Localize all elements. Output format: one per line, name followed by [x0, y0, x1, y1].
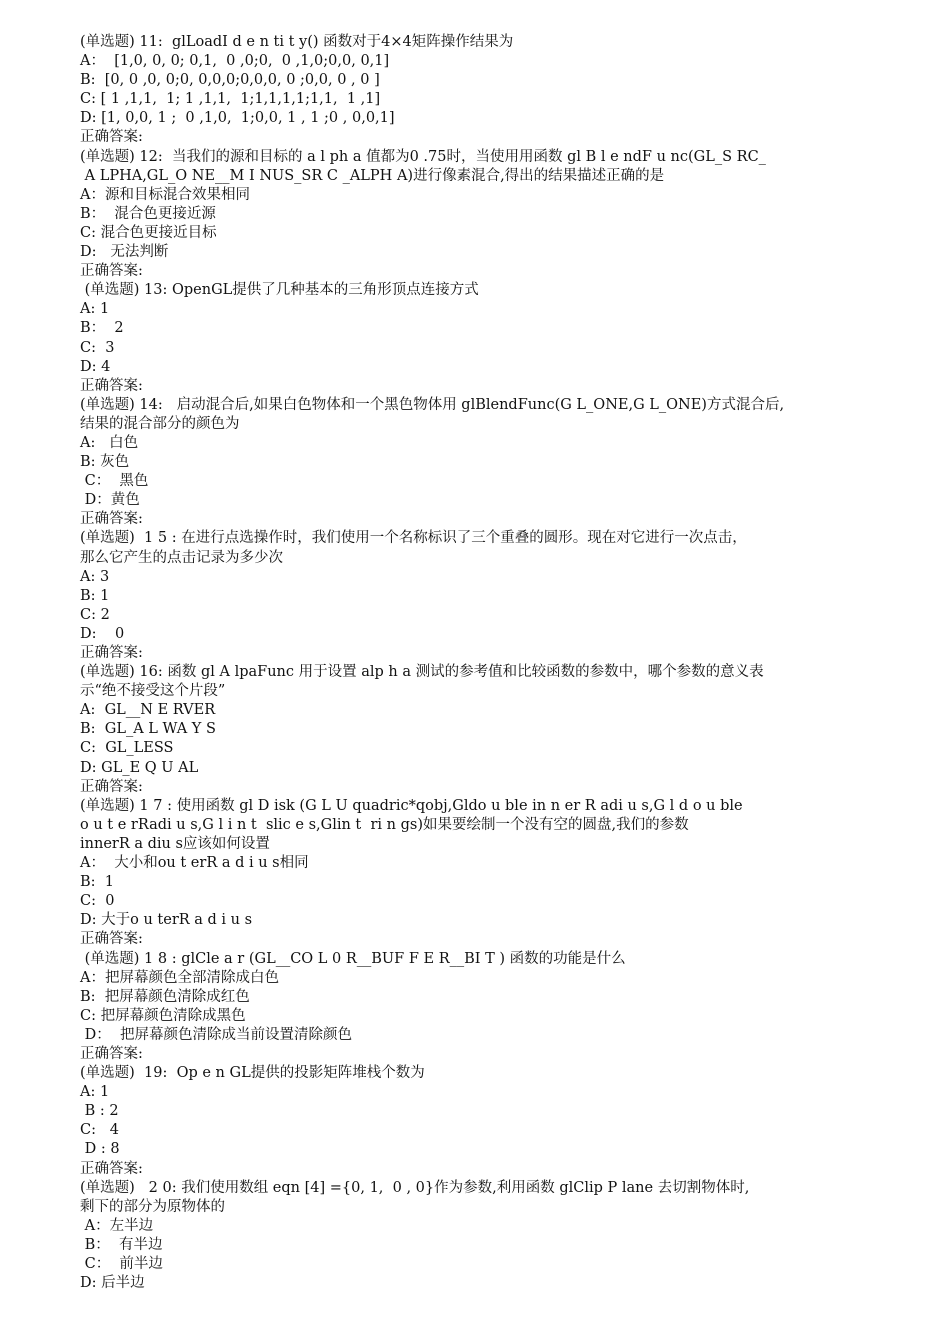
question-block	[80, 663, 880, 797]
answer-option: A： [1,0, 0, 0; 0,1, 0 ,0;0, 0 ,1,0;0,0, 0,1]	[80, 53, 390, 70]
question-stem-line: (单选题) 14: 启动混合后,如果白色物体和一个黑色物体用 glBlendFunc(G L_ONE,G L_ONE)方式混合后,	[80, 396, 785, 413]
answer-option: C: GL_LESS	[80, 740, 174, 757]
question-stem-line: (单选题) 1 8 : glCle a r (GL__CO L 0 R__BUF F E R__BI T ) 函数的功能是什么	[80, 950, 626, 967]
answer-option: A：源和目标混合效果相同	[80, 186, 250, 203]
answer-option: A: 1	[80, 1084, 110, 1101]
answer-option: A：把屏幕颜色全部清除成白色	[80, 969, 279, 986]
correct-answer-label: 正确答案:	[80, 1045, 143, 1062]
answer-option: D: 4	[80, 358, 111, 375]
answer-option: A：左半边	[80, 1217, 154, 1234]
answer-option: D： 把屏幕颜色清除成当前设置清除颜色	[80, 1026, 352, 1043]
answer-option: B : 2	[80, 1103, 119, 1120]
answer-option: D: 后半边	[80, 1275, 145, 1292]
question-block	[80, 148, 880, 282]
answer-option: C: 把屏幕颜色清除成黑色	[80, 1007, 246, 1024]
question-block	[80, 396, 880, 530]
answer-option: D : 8	[80, 1141, 120, 1158]
answer-option: D: 无法判断	[80, 244, 169, 261]
answer-option: C: 0	[80, 893, 115, 910]
question-block	[80, 797, 880, 950]
answer-option: B: 把屏幕颜色清除成红色	[80, 988, 250, 1005]
answer-option: C： 前半边	[80, 1256, 163, 1272]
question-stem-line: o u t e rRadi u s,G l i n t slic e s,Glin t ri n gs)如果要绘制一个没有空的圆盘,我们的参数	[80, 816, 689, 833]
question-stem-line: (单选题) 16: 函数 gl A lpaFunc 用于设置 alp h a 测试的参考值和比较函数的参数中，哪个参数的意义表	[80, 664, 764, 681]
answer-option: B： 混合色更接近源	[80, 205, 216, 222]
question-stem-line: (单选题) 11: glLoadI d e n ti t y() 函数对于4×4矩阵操作结果为	[80, 34, 514, 50]
answer-option: C: 混合色更接近目标	[80, 224, 217, 241]
question-stem-line: (单选题) 1 5 : 在进行点选操作时，我们使用一个名称标识了三个重叠的圆形。现在对它进行一次点击，	[80, 530, 747, 547]
correct-answer-label: 正确答案:	[80, 1160, 143, 1177]
answer-option: A: 白色	[80, 434, 139, 451]
correct-answer-label: 正确答案:	[80, 645, 143, 661]
question-stem-line: (单选题) 13: OpenGL提供了几种基本的三角形顶点连接方式	[80, 282, 479, 299]
question-stem-line: 那么它产生的点击记录为多少次	[80, 549, 283, 566]
answer-option: A: 1	[80, 301, 110, 318]
answer-option: B: GL_A L WA Y S	[80, 721, 216, 738]
question-block	[80, 529, 880, 663]
answer-option: D: 0	[80, 625, 125, 642]
question-stem-line: 示“绝不接受这个片段”	[80, 683, 226, 700]
question-stem-line: (单选题) 1 7 : 使用函数 gl D isk (G L U quadric*qobj,Gldo u ble in n er R adi u s,G l d o u ble	[80, 797, 743, 814]
question-stem-line: (单选题) 12: 当我们的源和目标的 a l ph a 值都为0 .75时，当使用用函数 gl B l e ndF u nc(GL_S RC_	[80, 148, 766, 165]
answer-option: D: [1, 0,0, 1 ; 0 ,1,0, 1;0,0, 1 , 1 ;0 , 0,0,1]	[80, 110, 395, 127]
correct-answer-label: 正确答案:	[80, 263, 143, 280]
correct-answer-label: 正确答案:	[80, 778, 143, 795]
answer-option: C: 3	[80, 339, 115, 356]
answer-option: C： 黑色	[80, 473, 149, 490]
answer-option: A： 大小和ou t erR a d i u s相同	[80, 855, 309, 872]
question-document	[80, 33, 880, 1293]
answer-option: B： 2	[80, 320, 124, 337]
answer-option: B: 灰色	[80, 454, 130, 471]
correct-answer-label: 正确答案:	[80, 931, 143, 948]
question-block	[80, 33, 880, 148]
answer-option: A: 3	[80, 568, 110, 585]
answer-option: B： 有半边	[80, 1236, 163, 1253]
question-block	[80, 281, 880, 396]
answer-option: B: 1	[80, 587, 110, 604]
question-stem-line: A LPHA,GL_O NE__M I NUS_SR C _ALPH A)进行像素混合,得出的结果描述正确的是	[80, 167, 665, 184]
correct-answer-label: 正确答案:	[80, 129, 143, 146]
question-block	[80, 950, 880, 1065]
question-block	[80, 1064, 880, 1179]
question-block	[80, 1179, 880, 1294]
answer-option: D: GL_E Q U AL	[80, 759, 199, 776]
correct-answer-label: 正确答案:	[80, 511, 143, 528]
answer-option: B: [0, 0 ,0, 0;0, 0,0,0;0,0,0, 0 ;0,0, 0 , 0 ]	[80, 72, 380, 89]
question-stem-line: innerR a diu s应该如何设置	[80, 835, 270, 852]
answer-option: C: 4	[80, 1122, 120, 1139]
question-stem-line: (单选题) 2 0: 我们使用数组 eqn [4] ={0, 1, 0 , 0}作为参数,利用函数 glClip P lane 去切割物体时,	[80, 1179, 750, 1196]
answer-option: D: 大于o u terR a d i u s	[80, 912, 253, 929]
answer-option: A: GL__N E RVER	[80, 702, 216, 719]
correct-answer-label: 正确答案:	[80, 377, 143, 394]
question-stem-line: (单选题) 19: Op e n GL提供的投影矩阵堆栈个数为	[80, 1065, 425, 1082]
question-stem-line: 剩下的部分为原物体的	[80, 1198, 225, 1215]
answer-option: C: [ 1 ,1,1, 1; 1 ,1,1, 1;1,1,1,1;1,1, 1 ,1]	[80, 91, 381, 108]
question-stem-line: 结果的混合部分的颜色为	[80, 415, 240, 432]
answer-option: C: 2	[80, 606, 110, 623]
answer-option: B: 1	[80, 874, 114, 891]
answer-option: D：黄色	[80, 492, 140, 509]
